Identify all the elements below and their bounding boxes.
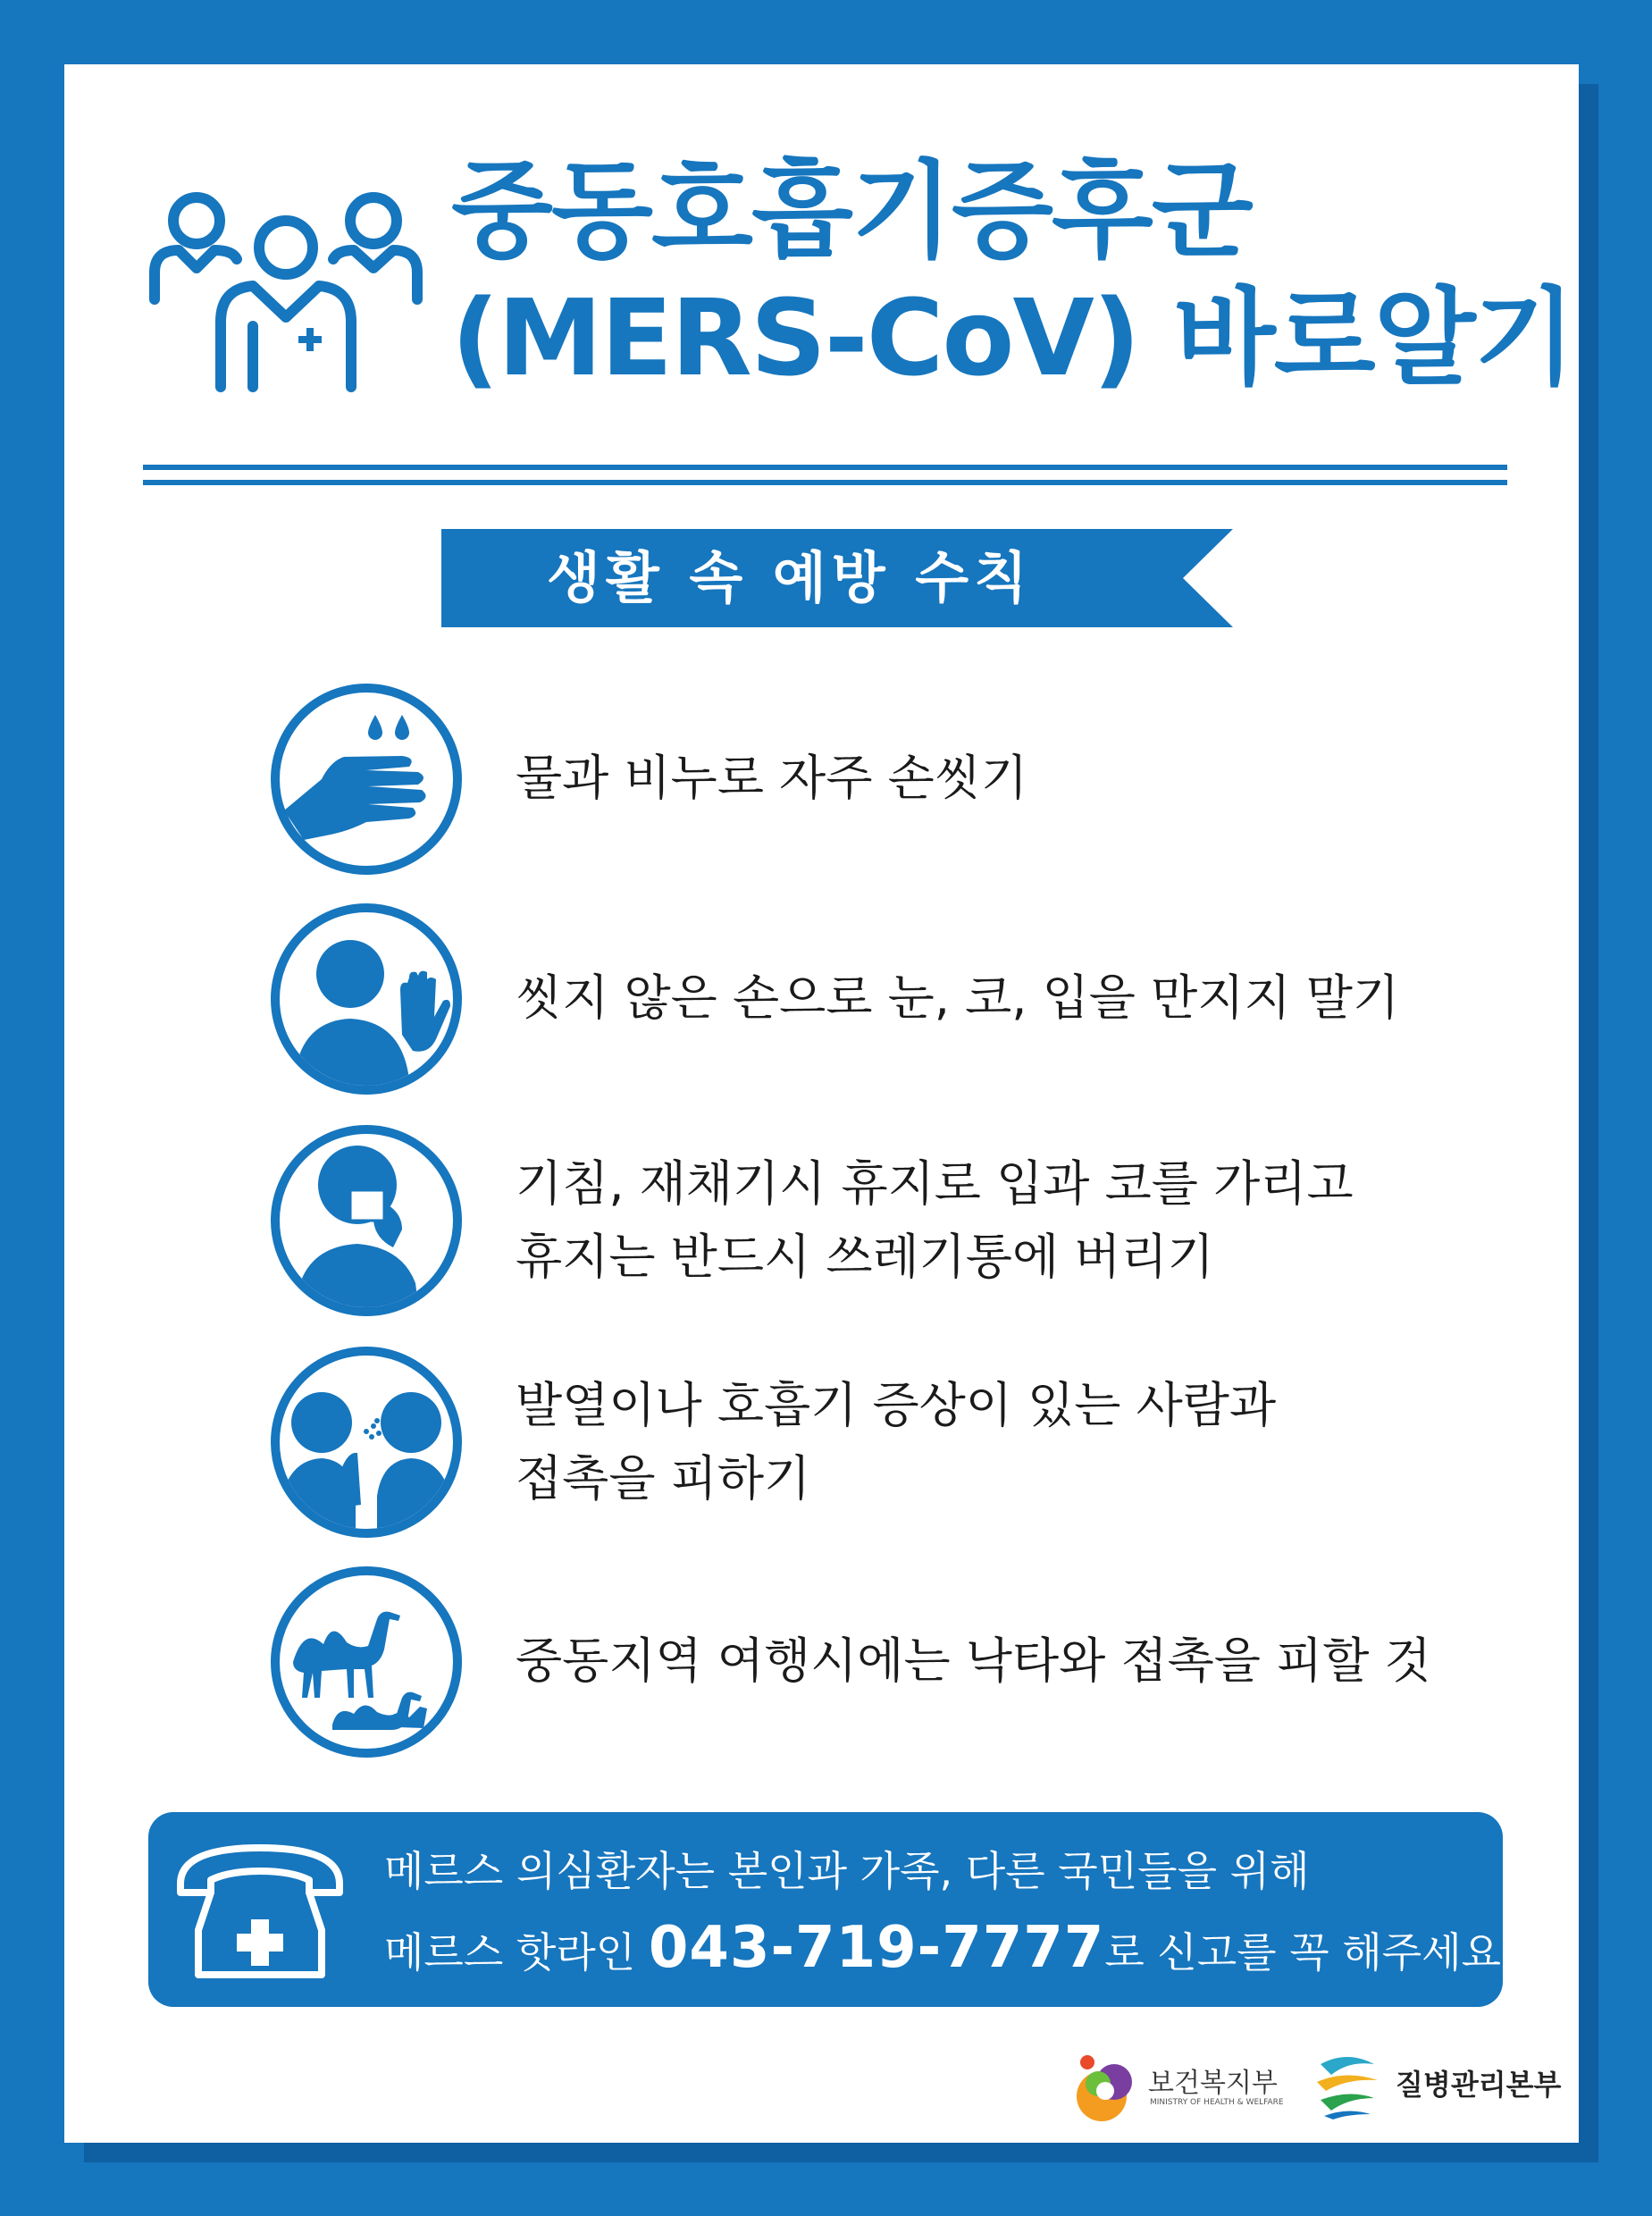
item-text-line-1: 기침, 재채기시 휴지로 입과 코를 가리고 xyxy=(516,1155,1354,1212)
cough-tissue-icon xyxy=(268,1122,465,1319)
hotline-prefix: 메르스 핫라인 xyxy=(384,1928,649,1977)
handwash-icon xyxy=(268,681,465,877)
prevention-item xyxy=(268,1344,1564,1540)
hotline-number[interactable]: 043-719-7777 xyxy=(648,1915,1105,1981)
mohw-name: 보건복지부 xyxy=(1148,2068,1278,2099)
doctors-group-icon xyxy=(147,183,424,393)
prevention-item xyxy=(268,901,1564,1097)
mohw-logo xyxy=(1068,2039,1300,2128)
avoid-contact-icon xyxy=(268,1344,465,1540)
prevention-item xyxy=(268,1122,1564,1319)
mohw-subtitle: MINISTRY OF HEALTH & WELFARE xyxy=(1150,2098,1284,2107)
mohw-emblem-icon xyxy=(1068,2039,1139,2128)
item-text-line-1: 중동지역 여행시에는 낙타와 접촉을 피할 것 xyxy=(516,1633,1431,1689)
prevention-item xyxy=(268,681,1564,877)
item-text-line-1: 물과 비누로 자주 손씻기 xyxy=(516,750,1028,806)
no-touch-face-icon xyxy=(268,901,465,1097)
item-text-line-2: 접촉을 피하기 xyxy=(516,1450,811,1507)
page-title xyxy=(451,147,1574,401)
section-banner xyxy=(441,529,1233,627)
kcdc-logo xyxy=(1312,2039,1580,2128)
prevention-item xyxy=(268,1564,1564,1760)
item-text-line-1: 발열이나 호흡기 증상이 있는 사람과 xyxy=(516,1377,1277,1433)
title-divider-top xyxy=(143,465,1507,470)
title-divider-bottom xyxy=(143,480,1507,485)
hotline-text-line-1: 메르스 의심환자는 본인과 가족, 다른 국민들을 위해 xyxy=(384,1847,1310,1895)
kcdc-name: 질병관리본부 xyxy=(1396,2068,1562,2102)
title-line-2: (MERS-CoV) 바로알기 xyxy=(451,276,1574,399)
camel-icon xyxy=(268,1564,465,1760)
hotline-suffix: 로 신고를 꼭 해주세요 xyxy=(1104,1928,1502,1977)
item-text-line-1: 씻지 않은 손으로 눈, 코, 입을 만지지 말기 xyxy=(516,970,1400,1026)
hotline-text-line-2 xyxy=(384,1912,1501,1988)
kcdc-emblem-icon xyxy=(1312,2048,1383,2119)
title-line-1: 중동호흡기증후군 xyxy=(451,149,1252,273)
item-text-line-2: 휴지는 반드시 쓰레기통에 버리기 xyxy=(516,1229,1214,1285)
hotline-box xyxy=(148,1812,1503,2007)
phone-icon xyxy=(175,1841,345,1982)
section-banner-label: 생활 속 예방 수칙 xyxy=(547,545,1033,610)
